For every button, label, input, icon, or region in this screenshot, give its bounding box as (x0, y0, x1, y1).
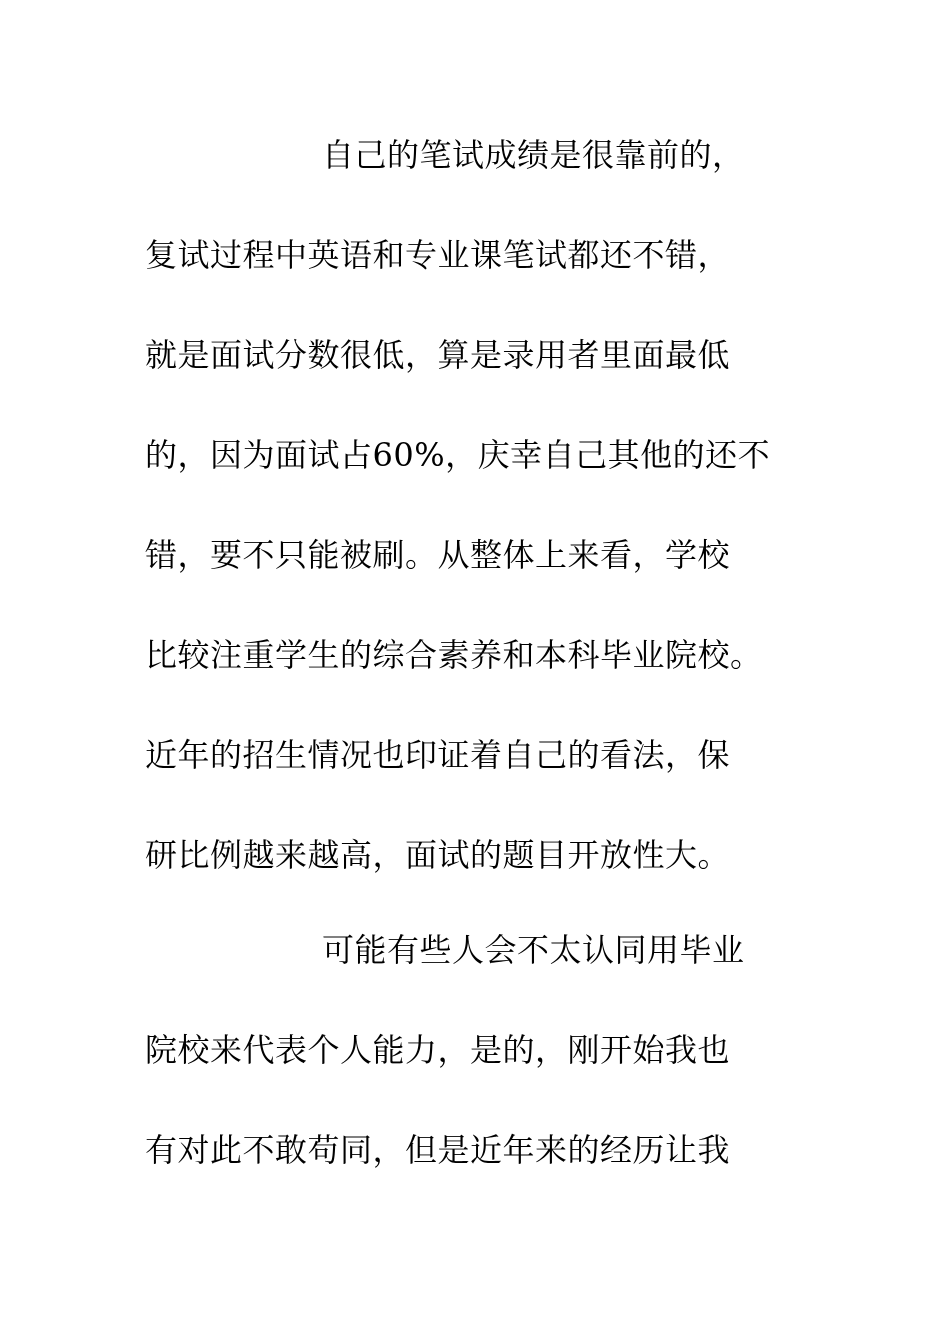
paragraph-1-line-4: 的，因为面试占60%，庆幸自己其他的还不 (145, 436, 771, 474)
paragraph-1-line-2: 复试过程中英语和专业课笔试都还不错， (145, 236, 731, 274)
paragraph-2-line-2: 院校来代表个人能力，是的，刚开始我也 (145, 1031, 731, 1069)
paragraph-1-line-5: 错，要不只能被刷。从整体上来看，学校 (145, 536, 731, 574)
paragraph-1-line-7: 近年的招生情况也印证着自己的看法，保 (145, 736, 731, 774)
paragraph-1-line-3: 就是面试分数很低，算是录用者里面最低 (145, 336, 731, 374)
paragraph-2-line-3: 有对此不敢苟同，但是近年来的经历让我 (145, 1131, 731, 1169)
paragraph-1-line-1: 自己的笔试成绩是很靠前的， (322, 136, 745, 174)
paragraph-1-line-8: 研比例越来越高，面试的题目开放性大。 (145, 836, 731, 874)
paragraph-1-line-6: 比较注重学生的综合素养和本科毕业院校。 (145, 636, 763, 674)
paragraph-2-line-1: 可能有些人会不太认同用毕业 (322, 931, 745, 969)
